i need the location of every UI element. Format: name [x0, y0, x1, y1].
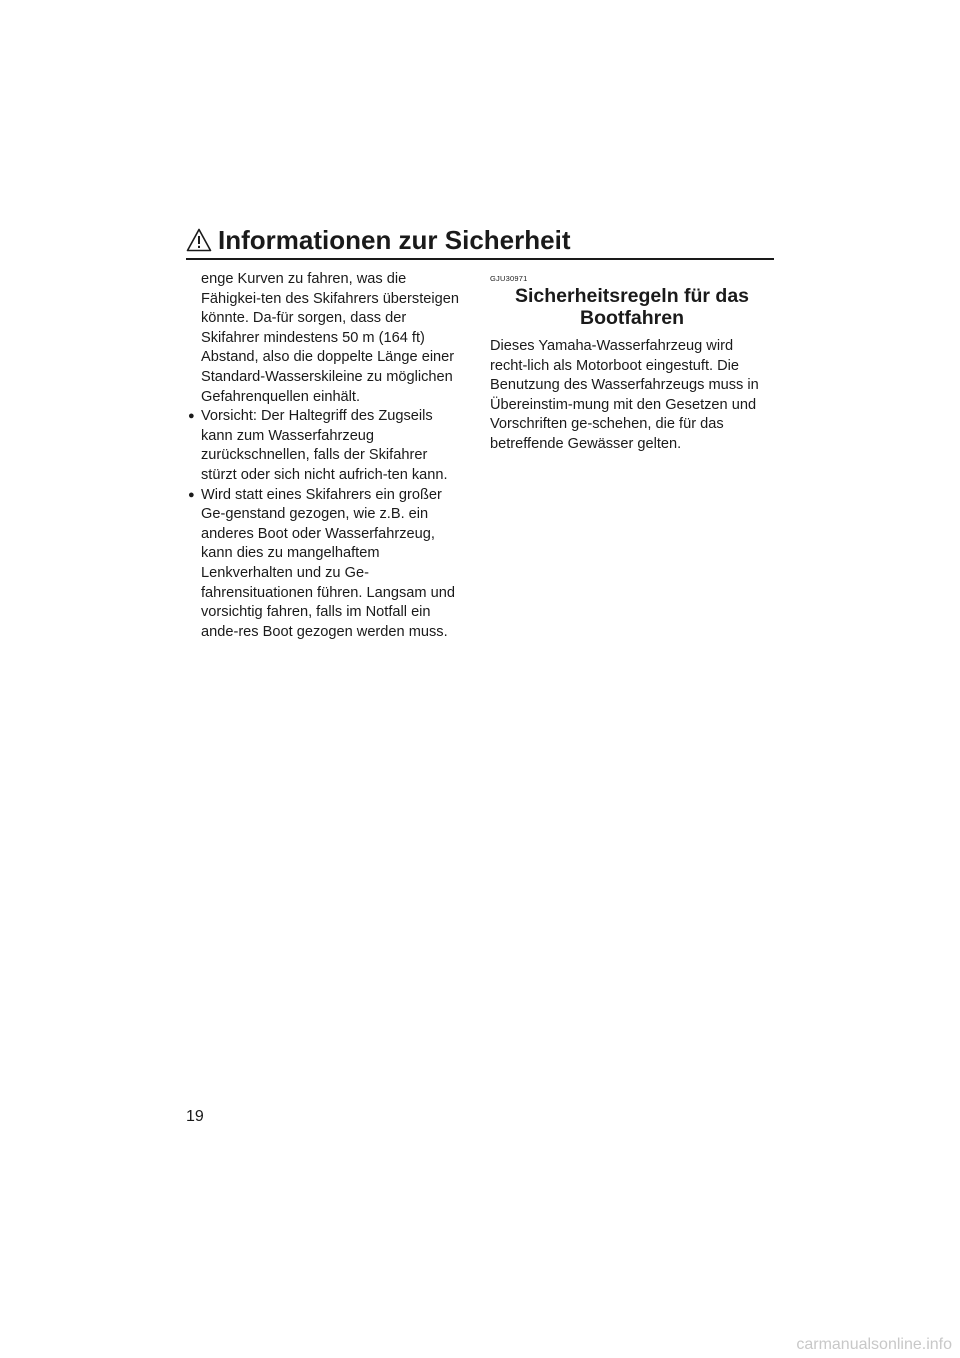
bullet-list	[186, 407, 466, 642]
list-item	[186, 407, 466, 485]
left-column	[186, 270, 466, 642]
warning-triangle-icon	[186, 228, 212, 252]
bullet-icon: ●	[188, 488, 195, 501]
page-header	[186, 224, 774, 260]
list-item-text: Wird statt eines Skifahrers ein großer Ge-genstand gezogen, wie z.B. ein anderes Boot oder Wasserfahrzeug, kann dies zu mangelhaftem Lenkverhalten und zu Ge-fahrensituationen führen. Langsam und vorsichtig fahren, falls im Notfall ein ande-res Boot gezogen werden muss.	[201, 486, 455, 640]
page-number: 19	[186, 1108, 204, 1125]
section-body: Dieses Yamaha-Wasserfahrzeug wird recht-lich als Motorboot eingestuft. Die Benutzung des Wasserfahrzeugs muss in Übereinstim-mung mit den Gesetzen und Vorschriften ge-schehen, die für das betreffende Gewässer gelten.	[490, 338, 759, 452]
watermark: carmanualsonline.info	[796, 1336, 952, 1353]
page-title: Informationen zur Sicherheit	[218, 225, 571, 255]
section-title: Sicherheitsregeln für das Bootfahren	[514, 285, 750, 329]
right-column	[490, 274, 774, 455]
section-code: GJU30971	[490, 274, 528, 283]
continued-paragraph: enge Kurven zu fahren, was die Fähigkei-ten des Skifahrers übersteigen könnte. Da-für sorgen, dass der Skifahrer mindestens 50 m (164 ft) Abstand, also die doppelte Länge einer Standard-Wasserskileine zu möglichen Gefahrenquellen einhält.	[201, 271, 459, 405]
list-item	[186, 486, 466, 643]
list-item-text: Vorsicht: Der Haltegriff des Zugseils kann zum Wasserfahrzeug zurückschnellen, falls der Skifahrer stürzt oder sich nicht aufrich-ten kann.	[201, 408, 448, 483]
bullet-icon: ●	[188, 410, 195, 423]
